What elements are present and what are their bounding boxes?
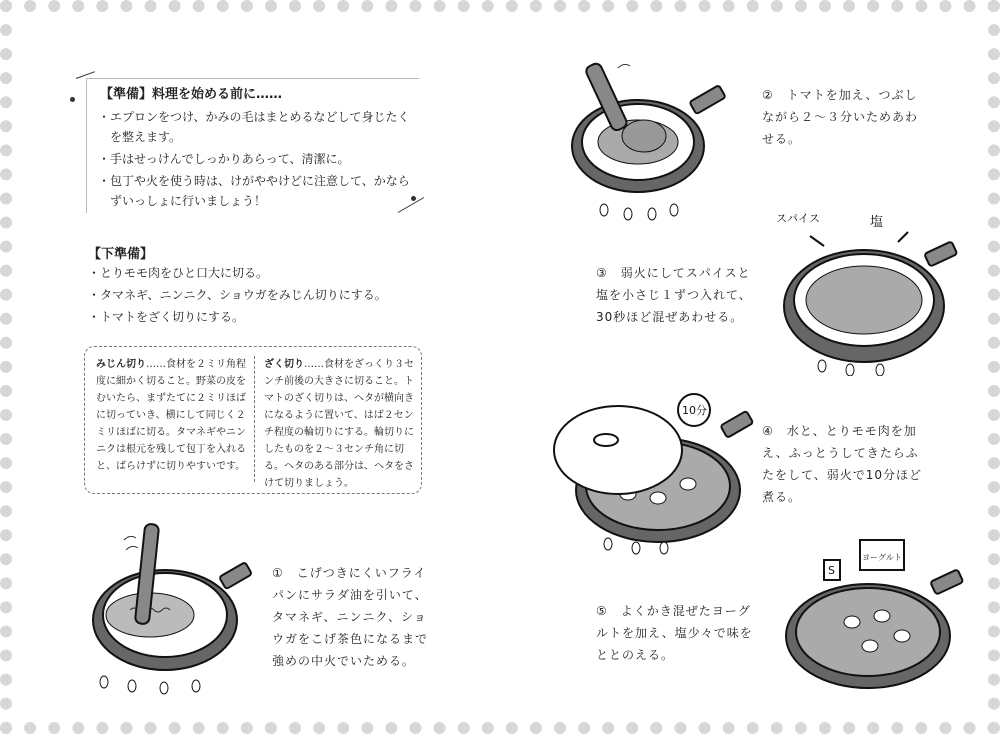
shita-item: ・タマネギ、ニンニク、ショウガをみじん切りにする。: [88, 288, 387, 302]
pan-step1-illustration: [80, 510, 270, 700]
step-5-text: ⑤ よくかき混ぜたヨーグルトを加え、塩少々で味をととのえる。: [596, 604, 753, 662]
pan-step3-illustration: [766, 206, 966, 376]
step-1-text: ① こげつきにくいフライパンにサラダ油を引いて、タマネギ、ニンニク、ショウガをこげ茶色になるまで強めの中火でいためる。: [272, 566, 429, 668]
salt-label: 塩: [870, 215, 884, 230]
zaku-note: [264, 356, 416, 492]
mijin-term: みじん切り: [96, 359, 146, 370]
prep-list: [98, 107, 418, 213]
step-2-text: ② トマトを加え、つぶしながら２〜３分いためあわせる。: [762, 88, 919, 146]
pan-step4-illustration: [548, 380, 758, 560]
mijin-text: ……食材を２ミリ角程度に細かく切ること。野菜の皮をむいたら、まずたてに２ミリほばに切っていき、横にして同じく２ミリほばに切る。タマネギやニンニクは根元を残して包丁を入れると、ばらけずに切りやすいです。: [96, 359, 246, 472]
zaku-text: ……食材をざっくり３センチ前後の大きさに切ること。トマトのざく切りは、ヘタが横向きになるように置いて、はば２センチ程度の輪切りにする。輪切りにしたものを２〜３センチ角に切る。ヘタのある部分は、ヘタをさけて切りましょう。: [264, 359, 414, 489]
prep-item: ・包丁や火を使う時は、けがややけどに注意して、かならずいっしょに行いましょう！: [98, 174, 410, 208]
spice-label: スパイス: [776, 212, 820, 225]
prep-item: ・エプロンをつけ、かみの毛はまとめるなどして身じたくを整えます。: [98, 110, 410, 144]
salt-s-label: S: [828, 564, 835, 577]
yogurt-label: ヨーグルト: [862, 553, 902, 562]
shita-item: ・トマトをざく切りにする。: [88, 310, 245, 324]
timer-label: 10分: [682, 404, 707, 417]
dot: [70, 97, 75, 102]
mijin-note: [96, 356, 248, 475]
cut-divider: [254, 356, 255, 482]
shita-list: [88, 262, 387, 328]
pan-step2-illustration: [568, 56, 748, 226]
shita-item: ・とりモモ肉をひと口大に切る。: [88, 266, 269, 280]
zaku-term: ざく切り: [264, 359, 304, 370]
shita-title: 【下準備】: [88, 247, 154, 262]
pan-step5-illustration: [768, 536, 978, 706]
prep-title: 【準備】料理を始める前に……: [100, 87, 283, 102]
step-4-text: ④ 水と、とりモモ肉を加え、ふっとうしてきたらふたをして、弱火で10分ほど煮る。: [762, 424, 923, 504]
step-3-text: ③ 弱火にしてスパイスと塩を小さじ１ずつ入れて、30秒ほど混ぜあわせる。: [596, 266, 752, 324]
prep-item: ・手はせっけんでしっかりあらって、清潔に。: [98, 152, 350, 166]
